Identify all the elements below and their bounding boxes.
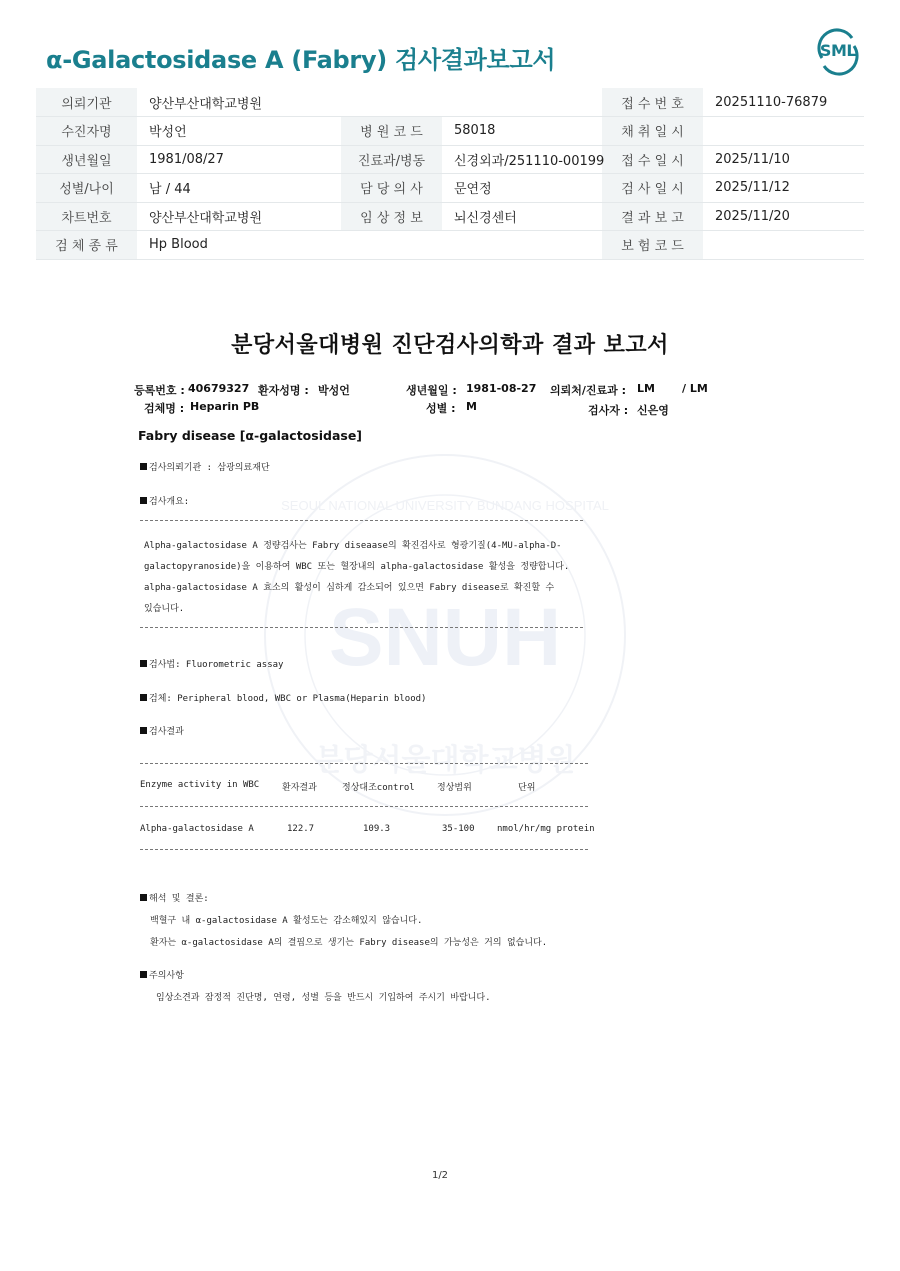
requesting-institution-line (140, 460, 270, 473)
result-label: 검사결과 (149, 727, 184, 737)
value-insurance-code (703, 231, 864, 260)
label-patient-name: 수진자명 (36, 117, 137, 146)
bullet-icon (140, 463, 147, 470)
label-requesting-institution: 의뢰기관 (36, 88, 137, 117)
result-header-control: 정상대조control (342, 783, 415, 793)
dept-value-2: / LM (682, 382, 708, 395)
test-section-title: Fabry disease [α-galactosidase] (138, 428, 363, 443)
info-row (36, 145, 864, 174)
value-clinical-info: 뇌신경센터 (442, 202, 602, 231)
reg-no-label: 등록번호 : (134, 384, 185, 397)
patient-name-value: 박성언 (318, 384, 350, 397)
value-receipt-date: 2025/11/10 (703, 145, 864, 174)
result-cell-patient: 122.7 (287, 824, 315, 834)
label-test-date: 검 사 일 시 (602, 174, 703, 203)
value-hospital-code: 58018 (442, 117, 602, 146)
result-header-unit: 단위 (518, 783, 536, 793)
sex-value: M (466, 400, 477, 413)
value-requesting-institution: 양산부산대학교병원 (137, 88, 602, 117)
info-row (36, 88, 864, 117)
tester-value: 신은영 (637, 404, 669, 417)
divider (140, 520, 583, 521)
label-attending-doctor: 담 당 의 사 (341, 174, 442, 203)
overview-heading (140, 494, 189, 507)
notes-heading (140, 968, 184, 981)
label-sex-age: 성별/나이 (36, 174, 137, 203)
watermark-korean-text: 분당서울대학교병원 (314, 743, 576, 778)
overview-line-2: galactopyranoside)을 이용하여 WBC 또는 혈장내의 alpha-galactosidase 활성을 정량합니다. (144, 562, 570, 572)
overview-line-4: 있습니다. (144, 604, 185, 614)
method-line (140, 657, 283, 670)
requesting-institution-text: 검사의뢰기관 : 삼광의료재단 (149, 463, 270, 473)
value-chart-number: 양산부산대학교병원 (137, 202, 341, 231)
bullet-icon (140, 727, 147, 734)
dept-value: LM (637, 382, 655, 395)
divider (140, 806, 588, 807)
dept-label: 의뢰처/진료과 : (550, 384, 627, 397)
overview-line-3: alpha-galactosidase A 효소의 활성이 심하게 감소되어 있으면 Fabry disease로 확진할 수 (144, 583, 555, 593)
report-title: α-Galactosidase A (Fabry) 검사결과보고서 (46, 46, 556, 74)
label-hospital-code: 병 원 코 드 (341, 117, 442, 146)
interpretation-heading (140, 891, 209, 904)
result-header-enzyme: Enzyme activity in WBC (140, 780, 260, 790)
sample-line (140, 691, 426, 704)
snuh-watermark (260, 450, 630, 820)
label-clinical-info: 임 상 정 보 (341, 202, 442, 231)
specimen-label: 검체명 : (144, 402, 185, 415)
overview-label: 검사개요: (149, 497, 190, 507)
patient-info-table (36, 88, 864, 260)
lab-report-title: 분당서울대병원 진단검사의학과 결과 보고서 (231, 333, 669, 358)
info-row (36, 231, 864, 260)
reg-no-value: 40679327 (188, 382, 250, 395)
notes-line: 임상소견과 잠정적 진단명, 연령, 성별 등을 반드시 기입하여 주시기 바랍니다. (156, 993, 491, 1003)
sml-logo (814, 28, 862, 76)
bullet-icon (140, 694, 147, 701)
info-row (36, 117, 864, 146)
bullet-icon (140, 971, 147, 978)
label-birth-date: 생년월일 (36, 145, 137, 174)
interpretation-line-2: 환자는 α-galactosidase A의 결핍으로 생기는 Fabry disease의 가능성은 거의 없습니다. (150, 938, 548, 948)
notes-label: 주의사항 (149, 971, 184, 981)
value-birth-date: 1981/08/27 (137, 145, 341, 174)
label-chart-number: 차트번호 (36, 202, 137, 231)
result-cell-control: 109.3 (363, 824, 391, 834)
dob-value: 1981-08-27 (466, 382, 537, 395)
bullet-icon (140, 660, 147, 667)
result-header-patient: 환자결과 (282, 783, 317, 793)
label-receipt-date: 접 수 일 시 (602, 145, 703, 174)
divider (140, 763, 588, 764)
value-receipt-number: 20251110-76879 (703, 88, 864, 117)
value-collection-date (703, 117, 864, 146)
watermark-ring-text: SEOUL NATIONAL UNIVERSITY BUNDANG HOSPITAL (281, 498, 609, 513)
sample-text: 검체: Peripheral blood, WBC or Plasma(Heparin blood) (149, 694, 427, 704)
dob-label: 생년월일 : (406, 384, 457, 397)
value-test-date: 2025/11/12 (703, 174, 864, 203)
info-row (36, 202, 864, 231)
value-sex-age: 남 / 44 (137, 174, 341, 203)
bullet-icon (140, 497, 147, 504)
result-header-range: 정상범위 (437, 783, 472, 793)
result-cell-unit: nmol/hr/mg protein (497, 824, 595, 834)
label-result-report-date: 결 과 보 고 (602, 202, 703, 231)
value-department-ward: 신경외과/251110-00199 (442, 145, 602, 174)
logo-text: SML (819, 41, 857, 60)
value-result-report-date: 2025/11/20 (703, 202, 864, 231)
page-number: 1/2 (431, 1170, 449, 1181)
result-cell-range: 35-100 (442, 824, 475, 834)
divider (140, 627, 583, 628)
divider (140, 849, 588, 850)
result-cell-test: Alpha-galactosidase A (140, 824, 254, 834)
label-insurance-code: 보 험 코 드 (602, 231, 703, 260)
result-heading (140, 724, 184, 737)
label-collection-date: 채 취 일 시 (602, 117, 703, 146)
interpretation-line-1: 백혈구 내 α-galactosidase A 활성도는 감소해있지 않습니다. (150, 916, 423, 926)
value-attending-doctor: 문연정 (442, 174, 602, 203)
value-specimen-type: Hp Blood (137, 231, 602, 260)
method-text: 검사법: Fluorometric assay (149, 660, 284, 670)
label-department-ward: 진료과/병동 (341, 145, 442, 174)
embedded-lab-report (130, 290, 770, 1210)
interpretation-label: 해석 및 결론: (149, 894, 209, 904)
value-patient-name: 박성언 (137, 117, 341, 146)
bullet-icon (140, 894, 147, 901)
sex-label: 성별 : (426, 402, 456, 415)
tester-label: 검사자 : (588, 404, 629, 417)
watermark-text: SNUH (328, 592, 562, 683)
specimen-value: Heparin PB (190, 400, 260, 413)
patient-name-label: 환자성명 : (258, 384, 309, 397)
info-row (36, 174, 864, 203)
label-receipt-number: 접 수 번 호 (602, 88, 703, 117)
overview-line-1: Alpha-galactosidase A 정량검사는 Fabry diseaase의 확진검사로 형광기질(4-MU-alpha-D- (144, 541, 562, 551)
label-specimen-type: 검 체 종 류 (36, 231, 137, 260)
